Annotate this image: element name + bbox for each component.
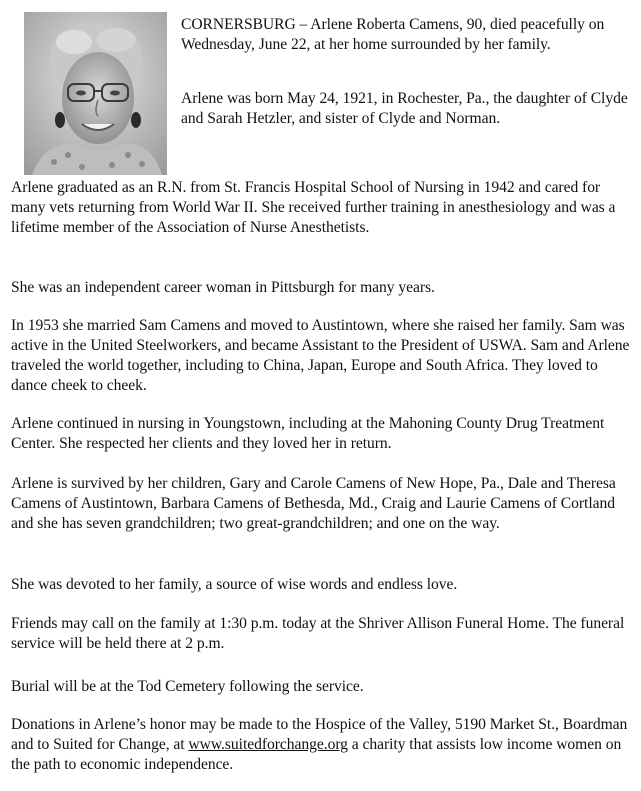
career-paragraph: She was an independent career woman in Pittsburgh for many years. bbox=[11, 279, 435, 296]
donations-paragraph bbox=[11, 715, 636, 775]
visitation-paragraph: Friends may call on the family at 1:30 p.m. today at the Shriver Allison Funeral Home. The funeral service will be held there at 2 p.m. bbox=[11, 615, 625, 652]
burial-paragraph: Burial will be at the Tod Cemetery following the service. bbox=[11, 678, 364, 695]
devotion-paragraph: She was devoted to her family, a source of wise words and endless love. bbox=[11, 576, 458, 593]
education-paragraph: Arlene graduated as an R.N. from St. Francis Hospital School of Nursing in 1942 and cared for many vets returning from World War II. She received further training in anesthesiology and was a lifetime member of the Association of Nurse Anesthetists. bbox=[11, 179, 616, 236]
donations-text-after: a charity that assists low income women on the path to economic independence. bbox=[11, 736, 622, 773]
portrait-image bbox=[24, 12, 167, 175]
suited-for-change-link[interactable]: www.suitedforchange.org bbox=[188, 736, 348, 753]
nursing-paragraph: Arlene continued in nursing in Youngstown, including at the Mahoning County Drug Treatment Center. She respected her clients and they loved her in return. bbox=[11, 415, 605, 452]
portrait-photo bbox=[24, 12, 167, 175]
marriage-paragraph: In 1953 she married Sam Camens and moved to Austintown, where she raised her family. Sam was active in the United Steelworkers, and became Assistant to the President of USWA. Sam and Arlene traveled the world together, including to China, Japan, Europe and South Africa. They loved to dance cheek to cheek. bbox=[11, 317, 630, 394]
donations-text-before: Donations in Arlene’s honor may be made to the Hospice of the Valley, 5190 Market St., Boardman and to Suited for Change, at bbox=[11, 716, 628, 753]
intro-paragraph: CORNERSBURG – Arlene Roberta Camens, 90, died peacefully on Wednesday, June 22, at her home surrounded by her family. bbox=[181, 16, 605, 53]
birth-paragraph: Arlene was born May 24, 1921, in Rochester, Pa., the daughter of Clyde and Sarah Hetzler, and sister of Clyde and Norman. bbox=[181, 90, 628, 127]
survivors-paragraph: Arlene is survived by her children, Gary and Carole Camens of New Hope, Pa., Dale and Theresa Camens of Austintown, Barbara Camens of Bethesda, Md., Craig and Laurie Camens of Cortland and she has seven grandchildren; two great-grandchildren; and one on the way. bbox=[11, 475, 616, 532]
